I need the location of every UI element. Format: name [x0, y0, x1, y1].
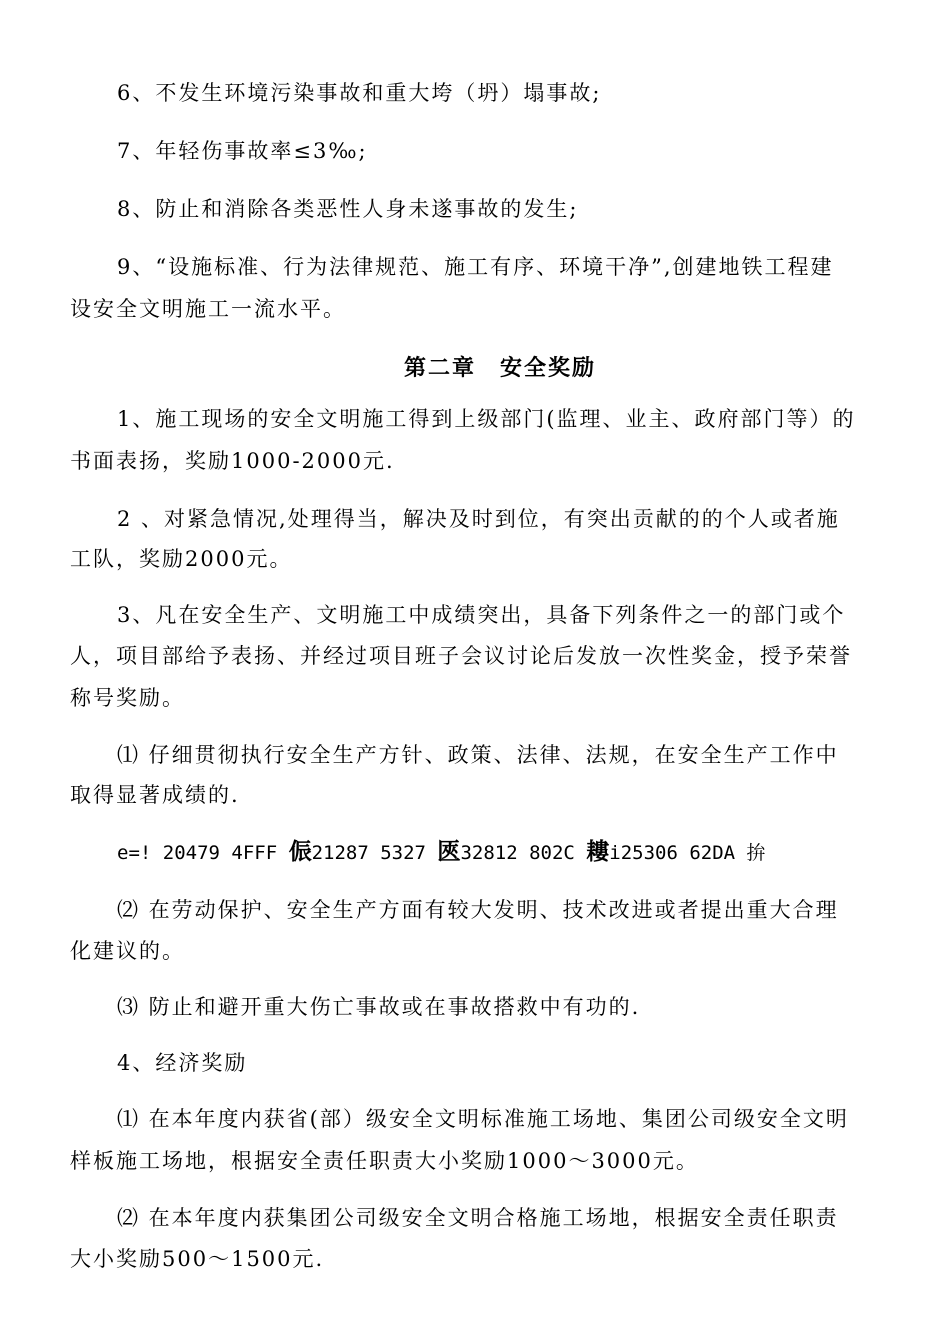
- condition-2-line-1: ⑵ 在劳动保护、安全生产方面有较大发明、技术改进或者提出重大合理: [117, 898, 839, 922]
- garble-char-3: 耬: [586, 839, 610, 865]
- garble-part-3: 32812 802C: [460, 842, 587, 864]
- garble-part-2: 21287 5327: [311, 842, 438, 864]
- reward-4-heading: 4、经济奖励: [117, 1051, 248, 1075]
- garble-part-1: e=! 20479 4FFF: [117, 842, 289, 864]
- item-8: 8、防止和消除各类恶性人身未遂事故的发生;: [117, 197, 579, 221]
- item-9-line-2: 设安全文明施工一流水平。: [70, 297, 346, 321]
- economic-2-line-2: 大小奖励500～1500元.: [70, 1247, 325, 1271]
- reward-3-line-1: 3、凡在安全生产、文明施工中成绩突出，具备下列条件之一的部门或个: [117, 603, 846, 627]
- garble-part-4: i25306 62DA 拚: [609, 842, 766, 864]
- economic-2-line-1: ⑵ 在本年度内获集团公司级安全文明合格施工场地，根据安全责任职责: [117, 1206, 839, 1230]
- condition-1-line-2: 取得显著成绩的.: [70, 783, 240, 807]
- condition-1-line-1: ⑴ 仔细贯彻执行安全生产方针、政策、法律、法规，在安全生产工作中: [117, 743, 839, 767]
- chapter-title: 第二章 安全奖励: [403, 356, 596, 381]
- item-9-line-1: 9、“设施标准、行为法律规范、施工有序、环境干净”,创建地铁工程建: [117, 255, 834, 279]
- reward-3-line-2: 人，项目部给予表扬、并经过项目班子会议讨论后发放一次性奖金，授予荣誉: [70, 644, 852, 668]
- reward-2-line-2: 工队，奖励2000元。: [70, 547, 293, 571]
- reward-3-line-3: 称号奖励。: [70, 686, 185, 710]
- garble-char-1: 侲: [288, 839, 312, 865]
- garble-char-2: 匧: [437, 839, 461, 865]
- condition-2-line-2: 化建议的。: [70, 939, 185, 963]
- economic-1-line-1: ⑴ 在本年度内获省(部）级安全文明标准施工场地、集团公司级安全文明: [117, 1107, 849, 1131]
- reward-1-line-2: 书面表扬，奖励1000-2000元.: [70, 449, 395, 473]
- condition-3: ⑶ 防止和避开重大伤亡事故或在事故搭救中有功的.: [117, 995, 641, 1019]
- item-6: 6、不发生环境污染事故和重大垮（坍）塌事故;: [117, 81, 602, 105]
- garbled-text-line: [117, 830, 766, 875]
- reward-1-line-1: 1、施工现场的安全文明施工得到上级部门(监理、业主、政府部门等）的: [117, 407, 856, 431]
- item-7: 7、年轻伤事故率≤3‰;: [117, 139, 368, 163]
- economic-1-line-2: 样板施工场地，根据安全责任职责大小奖励1000～3000元。: [70, 1149, 699, 1173]
- reward-2-line-1: 2 、对紧急情况,处理得当，解决及时到位，有突出贡献的的个人或者施: [117, 507, 840, 531]
